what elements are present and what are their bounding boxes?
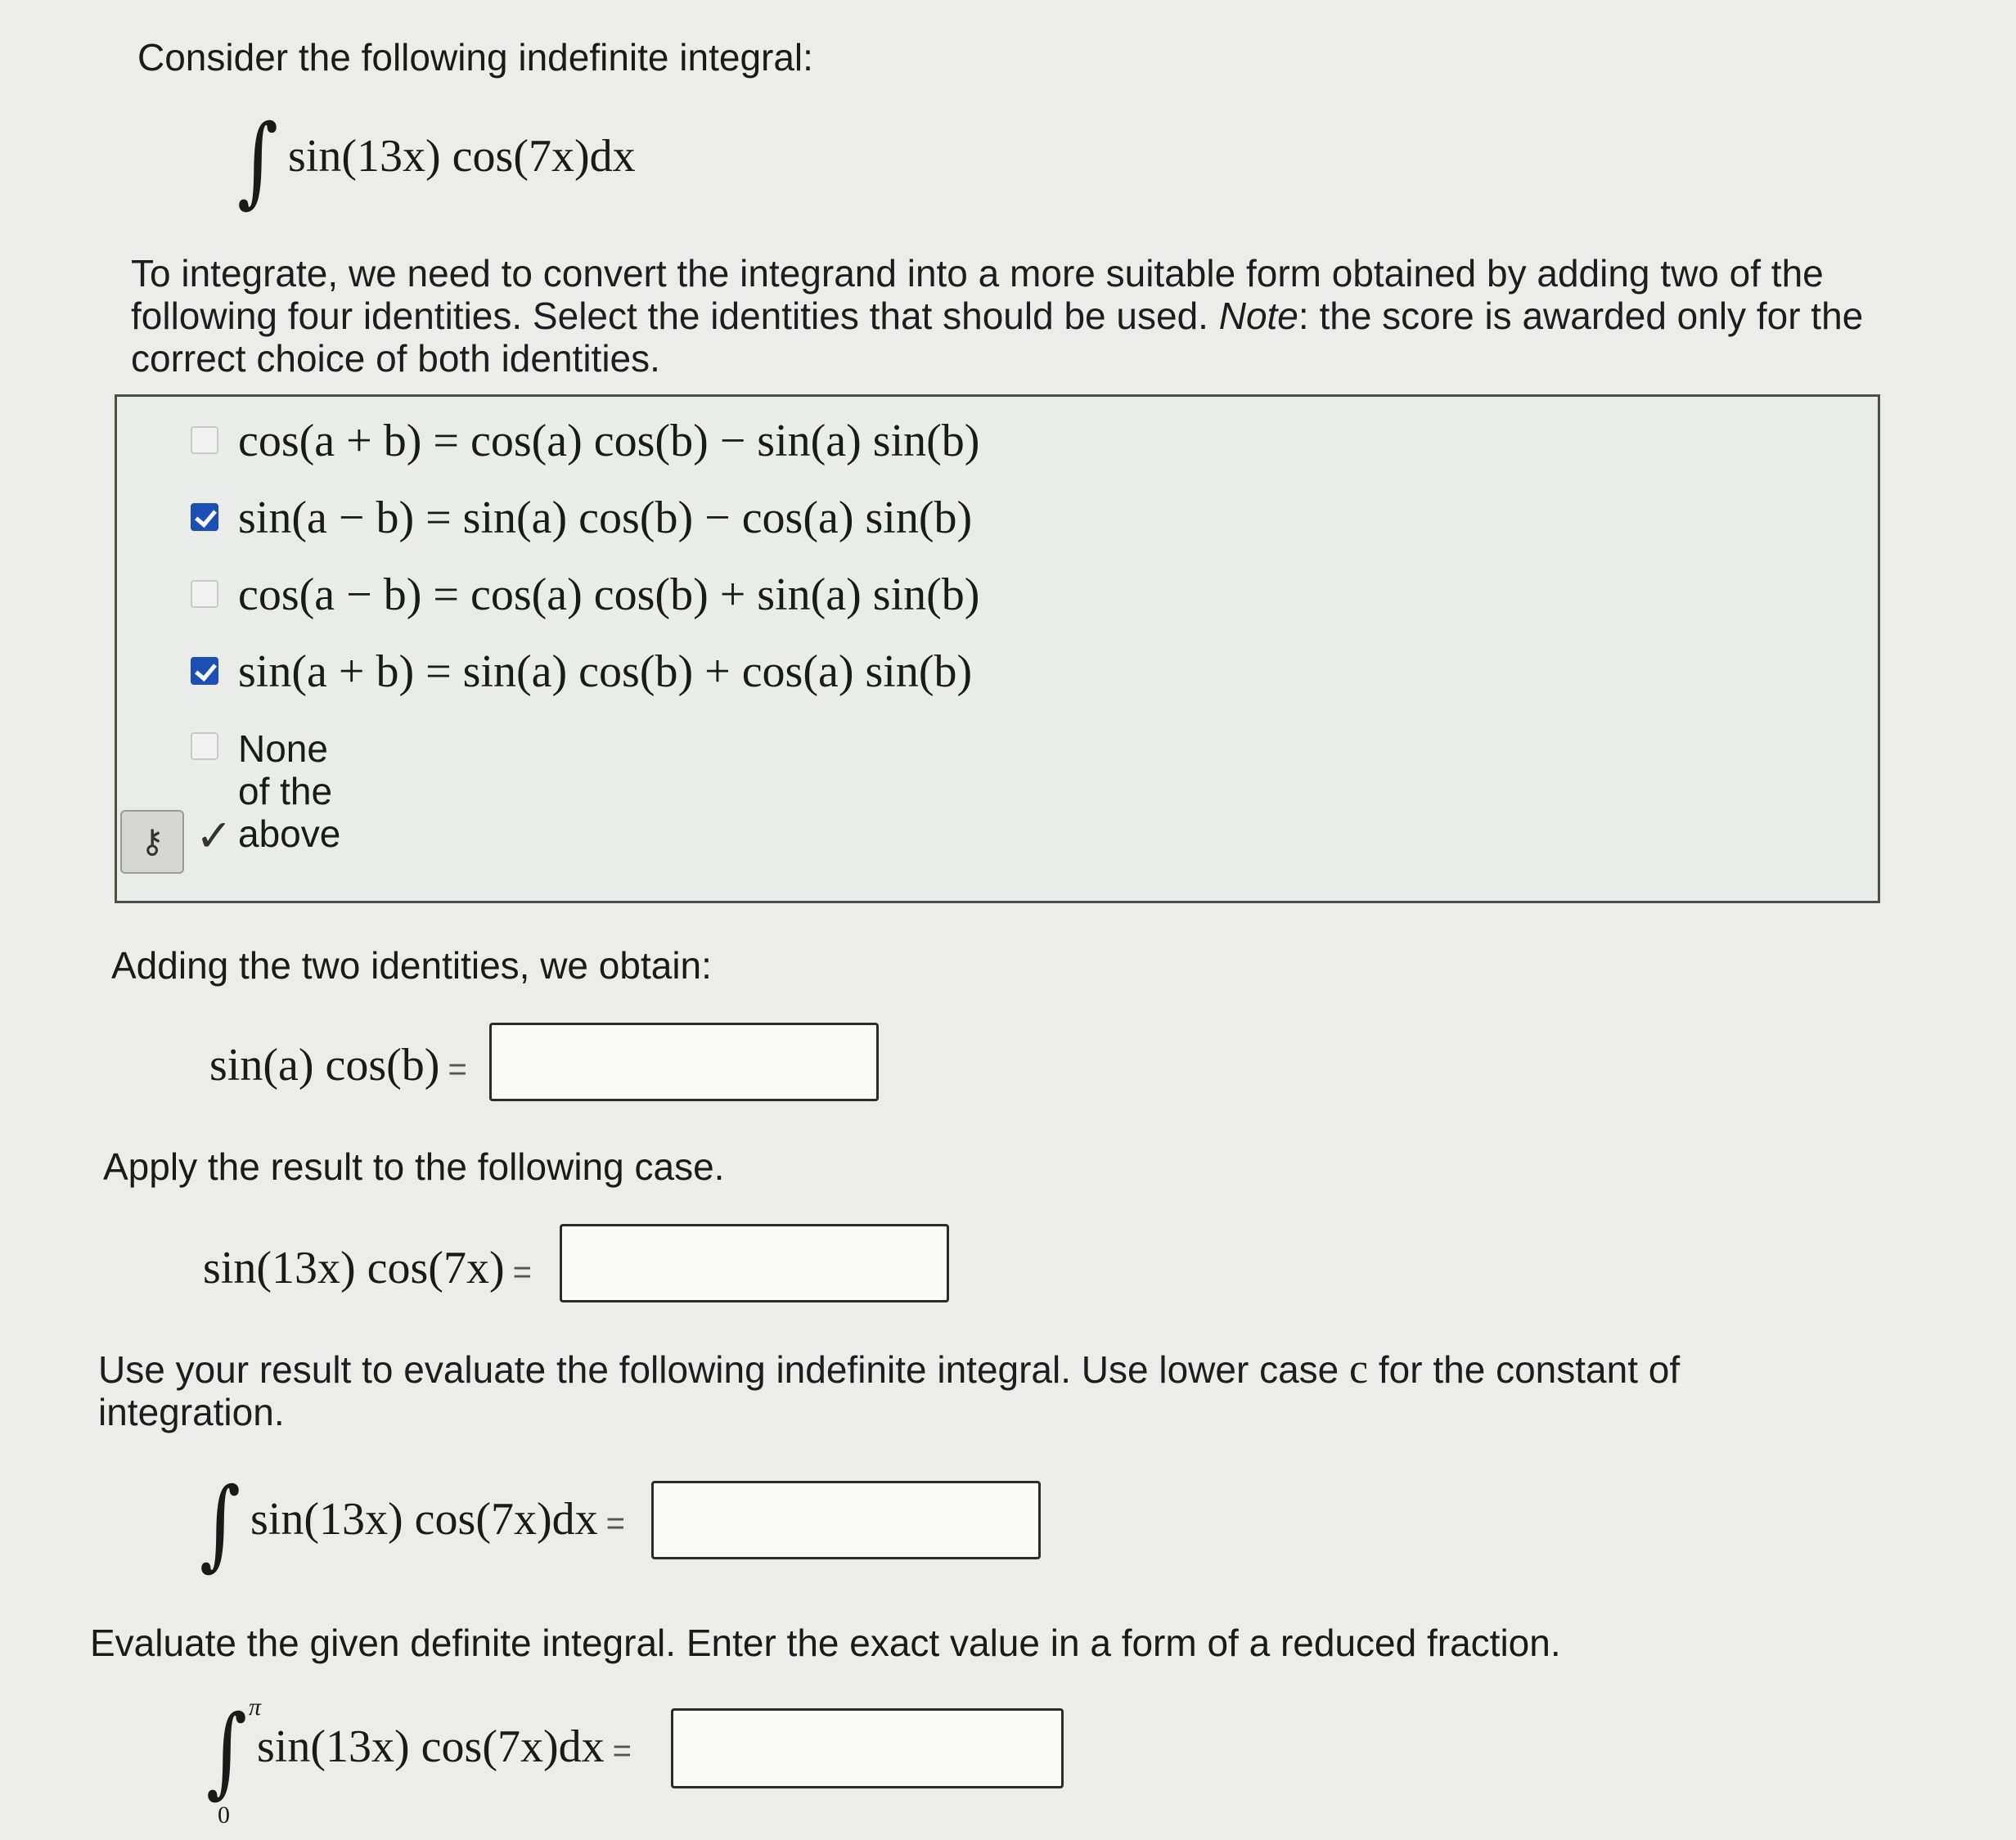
integral-sign: ∫: [200, 1466, 241, 1581]
step4-prompt: Evaluate the given definite integral. Enter the exact value in a form of a reduced fraction.: [90, 1622, 1561, 1664]
lower-limit: 0: [218, 1802, 230, 1829]
step3-equation: ∫ sin(13x) cos(7x)dx =: [200, 1466, 625, 1581]
step1-answer-input[interactable]: [489, 1023, 879, 1101]
upper-limit: π: [249, 1694, 262, 1721]
option-label: cos(a − b) = cos(a) cos(b) + sin(a) sin(b): [238, 569, 980, 620]
step3-answer-input[interactable]: [651, 1481, 1041, 1559]
identity-options-panel: [115, 394, 1880, 903]
step3-prompt: Use your result to evaluate the following indefinite integral. Use lower case c for the constant of integration.: [98, 1346, 1681, 1433]
step2-equation: sin(13x) cos(7x) =: [203, 1243, 532, 1293]
integral-expression: sin(13x) cos(7x)dx: [288, 130, 636, 182]
integral-display: [237, 103, 636, 218]
option-label: sin(a − b) = sin(a) cos(b) − cos(a) sin(b): [238, 493, 973, 543]
key-icon[interactable]: ⚷: [120, 810, 184, 874]
option-checkbox[interactable]: [191, 426, 218, 454]
step1-equation: sin(a) cos(b) =: [209, 1040, 467, 1091]
option-checkbox[interactable]: [191, 580, 218, 608]
step1-prompt: Adding the two identities, we obtain:: [111, 944, 712, 987]
step2-answer-input[interactable]: [560, 1224, 949, 1302]
step4-answer-input[interactable]: [671, 1708, 1064, 1788]
checkmark-icon: ✓: [196, 812, 233, 861]
option-label: None of the above: [238, 727, 341, 855]
integral-sign: ∫: [206, 1694, 248, 1808]
option-checkbox[interactable]: [191, 503, 218, 531]
instructions-text: To integrate, we need to convert the integrand into a more suitable form obtained by adding two of the following four identities. Select the identities that should be used. Note: the score is awarded only for the correct choice of both identities.: [131, 252, 1864, 380]
option-label: cos(a + b) = cos(a) cos(b) − sin(a) sin(b): [238, 416, 980, 466]
option-checkbox[interactable]: [191, 732, 218, 760]
option-label: sin(a + b) = sin(a) cos(b) + cos(a) sin(b): [238, 646, 973, 697]
step2-prompt: Apply the result to the following case.: [103, 1145, 725, 1188]
step4-equation: ∫ π 0 sin(13x) cos(7x)dx =: [206, 1694, 632, 1829]
option-checkbox[interactable]: [191, 657, 218, 685]
intro-text: Consider the following indefinite integral:: [137, 36, 813, 79]
integral-sign: ∫: [237, 103, 279, 218]
